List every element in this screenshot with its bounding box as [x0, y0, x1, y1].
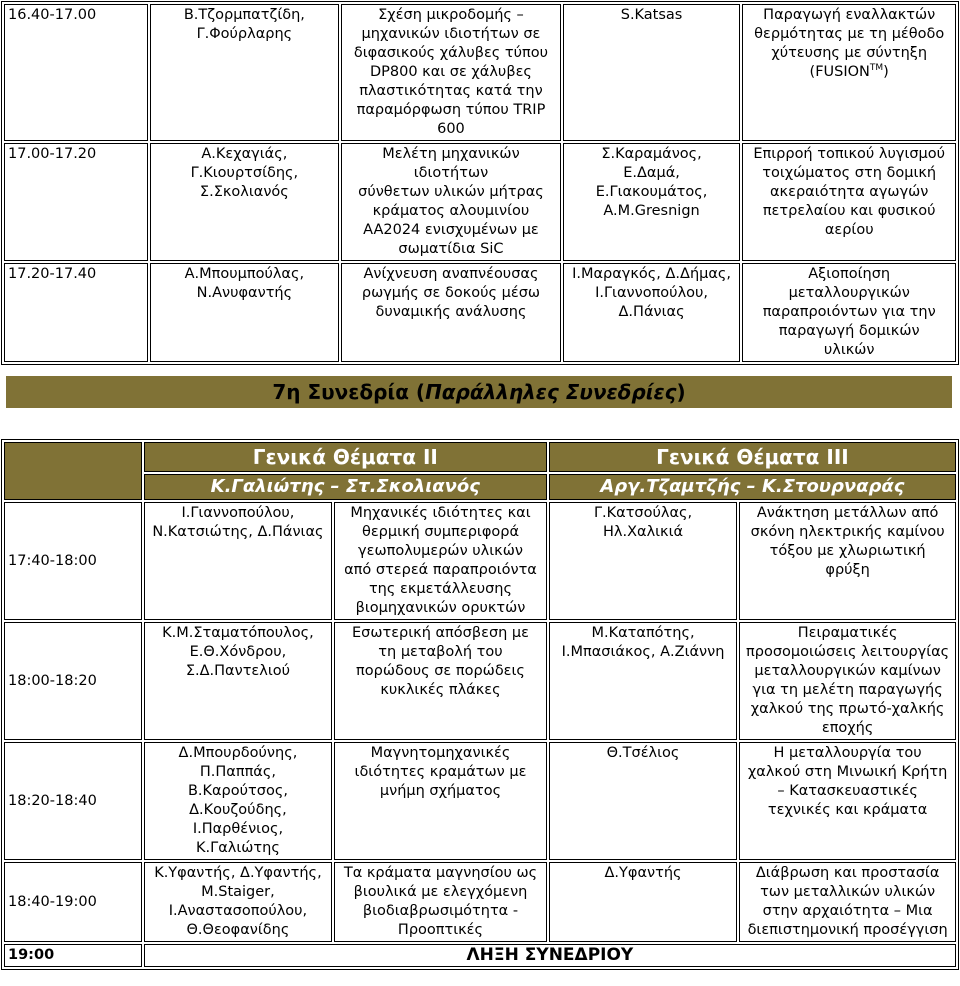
paper-title-cell-line: παραγωγή δομικών	[778, 323, 920, 339]
paper-title-cell-line: παραμόρφωση τύπου TRIP	[356, 102, 546, 118]
authors-cell	[150, 263, 340, 362]
paper-title-cell-line: ρωγμής σε δοκούς μέσω	[361, 285, 541, 301]
authors-cell-line: Σ.Δ.Παντελιού	[185, 663, 291, 679]
authors-cell-line: Γ.Φούρλαρης	[196, 26, 293, 42]
closing-label: ΛΗΞΗ ΣΥΝΕΔΡΙΟΥ	[144, 944, 956, 967]
authors-cell	[549, 502, 737, 620]
authors-cell-line: Κ.Γαλιώτης	[196, 840, 280, 856]
authors-cell	[549, 742, 737, 860]
paper-title-cell-line: βιοδιαβρωσιμότητα -	[362, 903, 519, 919]
paper-title-cell-line: των μεταλλικών υλικών	[760, 884, 936, 900]
authors-cell-line: Μ.Καταπότης,	[591, 625, 695, 641]
paper-title-cell	[739, 622, 956, 740]
authors-cell	[563, 4, 741, 141]
authors-cell	[150, 4, 340, 141]
paper-title-cell-line: μεταλλουργικών καμίνων	[754, 663, 941, 679]
paper-title-cell-line: μνήμη σχήματος	[379, 783, 502, 799]
paper-title-cell-line: κυκλικές πλάκες	[380, 682, 501, 698]
paper-title-cell-line: φρύξη	[825, 562, 870, 578]
parallel-header-row	[4, 442, 956, 472]
authors-cell-line: Δ.Πάνιας	[618, 304, 685, 320]
authors-cell-line: Θ.Τσέλιος	[606, 745, 680, 761]
authors-cell-line: Ι.Μαραγκός, Δ.Δήμας,	[572, 266, 732, 282]
session-slot-row	[4, 622, 956, 740]
authors-cell-line: Ν.Ανυφαντής	[196, 285, 293, 301]
paper-title-cell-line: Ανάκτηση μετάλλων από	[756, 505, 939, 521]
paper-title-cell-line: Επιρροή τοπικού λυγισμού	[753, 146, 946, 162]
session-slot-row	[4, 862, 956, 942]
authors-cell-line: Π.Παππάς,	[199, 764, 276, 780]
paper-title-cell-line: διεπιστημονική προσέγγιση	[747, 922, 948, 938]
time-slot: 18:20-18:40	[4, 742, 142, 860]
paper-title-cell-line: της εκμετάλλευσης	[368, 581, 513, 597]
paper-title-cell-line: AA2024 ενισχυμένων με	[363, 222, 539, 238]
authors-cell-line: Α.Κεχαγιάς,	[201, 146, 288, 162]
paper-title-cell-line: Παραγωγή εναλλακτών	[763, 7, 936, 23]
paper-title-cell-line: γεωπολυμερών υλικών	[358, 543, 523, 559]
authors-cell	[144, 622, 332, 740]
paper-title-cell	[739, 862, 956, 942]
paper-title-cell-line: πορώδους σε πορώδεις	[356, 663, 525, 679]
authors-cell	[549, 622, 737, 740]
paper-title-cell-line: βιομηχανικών ορυκτών	[355, 600, 526, 616]
paper-title-cell	[739, 742, 956, 860]
closing-time: 19:00	[4, 944, 142, 967]
paper-title-cell-line: τόξου με χλωριωτική	[769, 543, 926, 559]
authors-cell-line: Ε.Θ.Χόνδρου,	[189, 644, 287, 660]
time-slot: 18:00-18:20	[4, 622, 142, 740]
session-slot-row	[4, 742, 956, 860]
right-session-chairs: Αργ.Τζαμτζής – Κ.Στουρναράς	[549, 474, 956, 500]
authors-cell	[563, 143, 741, 261]
paper-title-cell-line: χαλκού της πρωτό-χαλκής	[750, 701, 945, 717]
paper-title-cell	[742, 263, 956, 362]
session-banner-italic: Παράλληλες Συνεδρίες	[425, 380, 677, 404]
schedule-table-upper	[2, 2, 958, 364]
authors-cell	[144, 502, 332, 620]
paper-title-cell-line: Η μεταλλουργία του	[773, 745, 922, 761]
authors-cell-line: A.M.Gresnign	[603, 203, 700, 219]
paper-title-cell-line: μεταλλουργικών	[788, 285, 910, 301]
paper-title-cell-line: Εσωτερική απόσβεση με	[351, 625, 529, 641]
left-session-chairs: Κ.Γαλιώτης – Στ.Σκολιανός	[144, 474, 547, 500]
authors-cell-line: Θ.Θεοφανίδης	[186, 922, 290, 938]
authors-cell-line: M.Staiger,	[201, 884, 275, 900]
paper-title-cell	[341, 4, 560, 141]
paper-title-cell-line: 600	[437, 121, 465, 137]
authors-cell-line: Γ.Κατσούλας,	[593, 505, 693, 521]
paper-title-cell	[334, 742, 547, 860]
schedule-parallel-body	[4, 442, 956, 967]
paper-title-cell-line: διφασικούς χάλυβες τύπου	[353, 45, 549, 61]
paper-title-cell-line: Πειραματικές	[797, 625, 898, 641]
paper-title-cell-line: Μηχανικές ιδιότητες και	[350, 505, 531, 521]
authors-cell-line: Ε.Γιακουμάτος,	[595, 184, 708, 200]
authors-cell	[144, 862, 332, 942]
authors-cell-line: Κ.Μ.Σταματόπουλος,	[162, 625, 314, 641]
time-slot: 16.40-17.00	[4, 4, 148, 141]
authors-cell-line: Ι.Αναστασοπούλου,	[168, 903, 308, 919]
schedule-upper-body	[4, 4, 956, 362]
session-banner	[6, 376, 952, 408]
paper-title-cell-line: χαλκού στη Μινωική Κρήτη	[747, 764, 948, 780]
authors-cell	[144, 742, 332, 860]
authors-cell-line: Κ.Υφαντής, Δ.Υφαντής,	[154, 865, 322, 881]
session-banner-prefix: 7η Συνεδρία (	[272, 380, 426, 404]
parallel-chairs-row	[4, 474, 956, 500]
authors-cell-line: Σ.Σκολιανός	[199, 184, 289, 200]
session-slot-row	[4, 502, 956, 620]
paper-title-cell-line: υλικών	[823, 342, 875, 358]
authors-cell-line: Ι.Γιαννοπούλου,	[595, 285, 709, 301]
authors-cell-line: Δ.Υφαντής	[604, 865, 682, 881]
authors-cell	[549, 862, 737, 942]
paper-title-cell-line: σκόνη ηλεκτρικής καμίνου	[750, 524, 945, 540]
time-slot: 17.00-17.20	[4, 143, 148, 261]
paper-title-cell-line: – Κατασκευαστικές	[777, 783, 918, 799]
authors-cell	[563, 263, 741, 362]
title-end: )	[883, 64, 889, 80]
trademark-sup: TM	[869, 63, 884, 74]
authors-cell-line: Α.Μπουμπούλας,	[184, 266, 305, 282]
paper-title-cell-line: ακεραιότητα αγωγών	[770, 184, 929, 200]
paper-title-cell	[341, 263, 560, 362]
paper-title-cell-line: Μελέτη μηχανικών ιδιοτήτων	[382, 146, 520, 181]
paper-title-cell-line: αερίου	[824, 222, 874, 238]
authors-cell-line: Ηλ.Χαλικιά	[602, 524, 684, 540]
schedule-row	[4, 4, 956, 141]
paper-title-cell-line: κράματος αλουμινίου	[372, 203, 530, 219]
authors-cell-line: Ν.Κατσιώτης, Δ.Πάνιας	[152, 524, 324, 540]
paper-title-cell-line: Σχέση μικροδομής –	[378, 7, 524, 23]
paper-title-cell-line: σύνθετων υλικών μήτρας	[358, 184, 544, 200]
authors-cell-line: Γ.Κιουρτσίδης,	[190, 165, 299, 181]
schedule-row	[4, 263, 956, 362]
authors-cell-line: Ι.Μπασιάκος, Α.Ζιάννη	[561, 644, 725, 660]
authors-cell-line: Ι.Γιαννοπούλου,	[181, 505, 295, 521]
paper-title-cell-line: τεχνικές και κράματα	[767, 802, 928, 818]
title-tail: (FUSION	[809, 64, 870, 80]
authors-cell	[150, 143, 340, 261]
time-slot: 17:40-18:00	[4, 502, 142, 620]
paper-title-cell-line: Διάβρωση και προστασία	[755, 865, 940, 881]
paper-title-cell-line: θερμότητας με τη μέθοδο	[754, 26, 945, 42]
paper-title-cell-line: τοιχώματος στη δομική	[762, 165, 937, 181]
paper-title-cell	[334, 622, 547, 740]
authors-cell-line: Ι.Παρθένιος,	[192, 821, 284, 837]
time-slot: 17.20-17.40	[4, 263, 148, 362]
paper-title-cell-line: Ανίχνευση αναπνέουσας	[363, 266, 539, 282]
time-slot: 18:40-19:00	[4, 862, 142, 942]
paper-title-cell-line: δυναμικής ανάλυσης	[375, 304, 527, 320]
paper-title-cell-line: μηχανικών ιδιοτήτων σε	[361, 26, 541, 42]
paper-title-cell-line	[746, 63, 952, 82]
paper-title-cell-line: πετρελαίου και φυσικού	[762, 203, 936, 219]
paper-title-cell-line: DP800 και σε χάλυβες	[369, 64, 532, 80]
paper-title-cell	[334, 862, 547, 942]
paper-title-cell-line: από στερεά παραπροιόντα	[344, 562, 537, 578]
paper-title-cell	[742, 4, 956, 141]
paper-title-cell-line: προσομοιώσεις λειτουργίας	[746, 644, 950, 660]
paper-title-cell-line: χύτευσης με σύντηξη	[771, 45, 928, 61]
paper-title-cell-line: παραπροιόντων για την	[762, 304, 936, 320]
right-session-title: Γενικά Θέματα ΙΙΙ	[549, 442, 956, 472]
authors-cell-line: Β.Καρούτσος,	[187, 783, 288, 799]
left-session-title: Γενικά Θέματα ΙΙ	[144, 442, 547, 472]
paper-title-cell	[739, 502, 956, 620]
authors-cell-line: Ε.Δαμά,	[623, 165, 680, 181]
paper-title-cell-line: Αξιοποίηση	[808, 266, 891, 282]
schedule-table-parallel	[2, 440, 958, 969]
authors-cell-line: Β.Τζορμπατζίδη,	[183, 7, 305, 23]
paper-title-cell-line: για τη μελέτη παραγωγής	[752, 682, 943, 698]
authors-cell-line: Δ.Κουζούδης,	[189, 802, 287, 818]
schedule-row	[4, 143, 956, 261]
paper-title-cell-line: ιδιότητες κραμάτων με	[354, 764, 527, 780]
paper-title-cell-line: θερμική συμπεριφορά	[361, 524, 520, 540]
paper-title-cell-line: Μαγνητομηχανικές	[370, 745, 511, 761]
paper-title-cell-line: στην αρχαιότητα – Μια	[762, 903, 933, 919]
paper-title-cell-line: πλαστικότητας κατά την	[359, 83, 543, 99]
paper-title-cell	[742, 143, 956, 261]
paper-title-cell	[334, 502, 547, 620]
authors-cell-line: Δ.Μπουρδούνης,	[178, 745, 298, 761]
closing-row	[4, 944, 956, 967]
paper-title-cell-line: εποχής	[821, 720, 874, 736]
paper-title-cell	[341, 143, 560, 261]
authors-cell-line: Σ.Καραμάνος,	[601, 146, 702, 162]
paper-title-cell-line: Προοπτικές	[397, 922, 484, 938]
paper-title-cell-line: σωματίδια SiC	[398, 241, 504, 257]
authors-cell-line: S.Katsas	[620, 7, 683, 23]
paper-title-cell-line: τη μεταβολή του	[378, 644, 503, 660]
paper-title-cell-line: βιουλικά με ελεγχόμενη	[353, 884, 528, 900]
session-banner-suffix: )	[676, 380, 686, 404]
header-empty-cell	[4, 442, 142, 500]
paper-title-cell-line: Τα κράματα μαγνησίου ως	[343, 865, 538, 881]
